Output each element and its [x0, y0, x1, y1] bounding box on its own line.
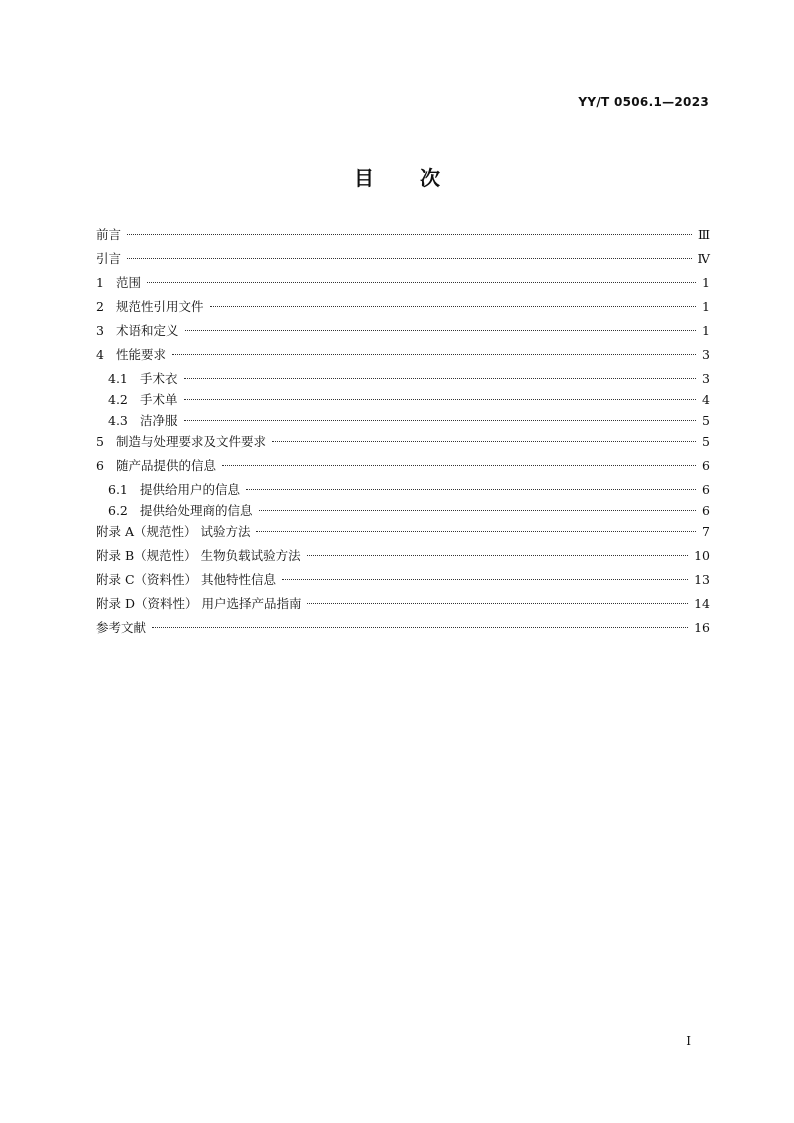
toc-entry-label: 前言	[96, 227, 122, 242]
toc-entry-label: 洁净服	[140, 413, 178, 428]
toc-entry-number: 4.1	[108, 371, 128, 386]
toc-entry[interactable]	[96, 572, 710, 596]
toc-entry[interactable]	[96, 347, 710, 371]
toc-dot-leader	[172, 354, 696, 355]
toc-entry-page: 1	[702, 299, 710, 314]
toc-dot-leader	[184, 399, 697, 400]
toc-dot-leader	[184, 378, 697, 379]
toc-entry-page: 10	[694, 548, 710, 563]
toc-entry-page: 1	[702, 275, 710, 290]
toc-dot-leader	[152, 627, 688, 628]
toc-dot-leader	[246, 489, 696, 490]
toc-entry-page: 4	[702, 392, 710, 407]
table-of-contents	[96, 227, 710, 644]
toc-entry[interactable]	[96, 548, 710, 572]
document-code: YY/T 0506.1—2023	[578, 95, 709, 109]
toc-entry-page: 1	[702, 323, 710, 338]
toc-dot-leader	[127, 258, 691, 259]
title-char-2: 次	[420, 166, 440, 190]
toc-entry-number: 6.2	[108, 503, 128, 518]
toc-dot-leader	[307, 603, 688, 604]
toc-entry-page: 13	[694, 572, 710, 587]
toc-entry-number: 4	[96, 347, 104, 362]
page-number: I	[686, 1034, 691, 1048]
toc-dot-leader	[184, 420, 697, 421]
toc-dot-leader	[256, 531, 696, 532]
toc-entry-label: 附录 B（规范性） 生物负载试验方法	[96, 548, 301, 563]
toc-entry-number: 6.1	[108, 482, 128, 497]
toc-entry[interactable]	[96, 323, 710, 347]
toc-entry-label: 参考文献	[96, 620, 147, 635]
toc-entry-page: 7	[702, 524, 710, 539]
toc-entry-label: 附录 D（资料性） 用户选择产品指南	[96, 596, 302, 611]
toc-entry-label: 术语和定义	[116, 323, 179, 338]
toc-entry-page: Ⅳ	[697, 251, 710, 266]
toc-entry-label: 手术单	[140, 392, 178, 407]
toc-entry[interactable]	[96, 596, 710, 620]
toc-entry[interactable]	[96, 434, 710, 458]
toc-entry-label: 手术衣	[140, 371, 178, 386]
toc-entry[interactable]	[96, 482, 710, 503]
toc-entry-page: 5	[702, 413, 710, 428]
toc-entry-label: 附录 C（资料性） 其他特性信息	[96, 572, 277, 587]
toc-entry-page: 3	[702, 371, 710, 386]
toc-entry-label: 提供给处理商的信息	[140, 503, 253, 518]
toc-entry-number: 5	[96, 434, 104, 449]
toc-entry-label: 范围	[116, 275, 142, 290]
toc-entry[interactable]	[96, 620, 710, 644]
toc-entry-page: 5	[702, 434, 710, 449]
toc-entry-page: 6	[702, 503, 710, 518]
toc-entry[interactable]	[96, 227, 710, 251]
toc-entry-label: 性能要求	[116, 347, 167, 362]
toc-dot-leader	[272, 441, 696, 442]
toc-entry-number: 6	[96, 458, 104, 473]
toc-entry-page: 16	[694, 620, 710, 635]
toc-entry-label: 引言	[96, 251, 122, 266]
toc-entry-label: 附录 A（规范性） 试验方法	[96, 524, 251, 539]
toc-entry-label: 规范性引用文件	[116, 299, 204, 314]
toc-dot-leader	[210, 306, 697, 307]
toc-entry[interactable]	[96, 392, 710, 413]
toc-dot-leader	[259, 510, 697, 511]
toc-entry-number: 4.2	[108, 392, 128, 407]
toc-entry[interactable]	[96, 458, 710, 482]
toc-dot-leader	[222, 465, 696, 466]
toc-dot-leader	[282, 579, 688, 580]
toc-entry[interactable]	[96, 503, 710, 524]
toc-entry[interactable]	[96, 371, 710, 392]
toc-entry[interactable]	[96, 299, 710, 323]
toc-entry[interactable]	[96, 251, 710, 275]
toc-entry-page: 3	[702, 347, 710, 362]
title-char-1: 目	[354, 166, 374, 190]
toc-dot-leader	[147, 282, 696, 283]
toc-entry-number: 3	[96, 323, 104, 338]
toc-dot-leader	[127, 234, 692, 235]
toc-entry[interactable]	[96, 524, 710, 548]
toc-dot-leader	[185, 330, 697, 331]
toc-entry-page: 6	[702, 458, 710, 473]
toc-entry-label: 制造与处理要求及文件要求	[116, 434, 267, 449]
toc-entry[interactable]	[96, 275, 710, 299]
page-title	[0, 162, 794, 191]
toc-entry-label: 提供给用户的信息	[140, 482, 241, 497]
toc-entry-number: 1	[96, 275, 104, 290]
toc-entry-label: 随产品提供的信息	[116, 458, 217, 473]
toc-entry[interactable]	[96, 413, 710, 434]
toc-entry-page: 14	[694, 596, 710, 611]
toc-entry-number: 4.3	[108, 413, 128, 428]
toc-entry-page: Ⅲ	[697, 227, 710, 242]
toc-entry-page: 6	[702, 482, 710, 497]
toc-dot-leader	[307, 555, 688, 556]
toc-entry-number: 2	[96, 299, 104, 314]
